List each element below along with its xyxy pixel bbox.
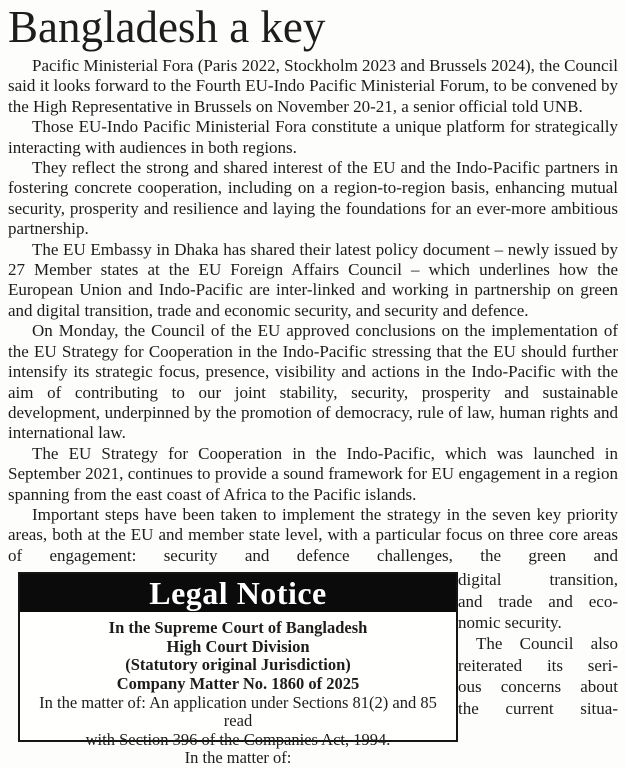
paragraph-6: The EU Strategy for Cooperation in the Indo-Pacific, which was launched in September 2021, continues to provide a sound framework for EU engagement in a region spanning from the east coast of Africa to the Pacific islands. <box>8 443 618 504</box>
paragraph-4: The EU Embassy in Dhaka has shared their latest policy document – newly issued by 27 Member states at the EU Foreign Affairs Council – which underlines how the European Union and Indo-Pacific are inter-linked and working in partnership on green and digital transition, trade and economic security, and security and defence. <box>8 239 618 320</box>
paragraph-3: They reflect the strong and shared interest of the EU and the Indo-Pacific partners in fostering concrete cooperation, including on a region-to-region basis, enhancing mutual security, prosperity and resilience and laying the foundations for an ever-more ambitious partnership. <box>8 158 618 239</box>
article <box>8 0 618 768</box>
legal-notice-matter-lines: In the matter of: An application under Sections 81(2) and 85 read with Section 396 of the Companies Act, 1994. In the matter of: <box>39 692 437 768</box>
legal-notice-ad <box>18 572 458 768</box>
legal-notice-court-lines: In the Supreme Court of Bangladesh High Court Division (Statutory original Jurisdiction) Company Matter No. 1860 of 2025 <box>108 618 368 693</box>
legal-notice-header <box>20 574 456 612</box>
paragraph-5: On Monday, the Council of the EU approved conclusions on the implementation of the EU Strategy for Cooperation in the Indo-Pacific stressing that the EU should further intensify its strategic focus, presence, visibility and actions in the Indo-Pacific with the aim of contributing to our joint stability, security, prosperity and sustainable development, underpinned by the promotion of democracy, rule of law, human rights and international law. <box>8 321 618 443</box>
paragraph-2: Those EU-Indo Pacific Ministerial Fora constitute a unique platform for strategically interacting with audiences in both regions. <box>8 117 618 157</box>
paragraph-7: Important steps have been taken to implement the strategy in the seven key priority areas, both at the EU and member state level, with a particular focus on three core areas of engagement: security and defence challenges, the green and <box>8 504 618 565</box>
paragraph-1: Pacific Ministerial Fora (Paris 2022, Stockholm 2023 and Brussels 2024), the Council said it looks forward to the Fourth EU-Indo Pacific Ministerial Forum, to be convened by the High Representative in Brussels on November 20-21, a senior official told UNB. <box>8 56 618 116</box>
paragraph-7-continuation: digital transition, and trade and eco- nomic security. <box>458 570 618 632</box>
paragraph-8: The Council also reiterated its seri- ous concerns about the current situa- <box>458 634 618 718</box>
wrap-section <box>8 568 618 768</box>
headline: Bangladesh a key <box>8 2 326 52</box>
legal-notice-title: Legal Notice <box>149 575 327 612</box>
legal-notice-body <box>20 612 456 768</box>
